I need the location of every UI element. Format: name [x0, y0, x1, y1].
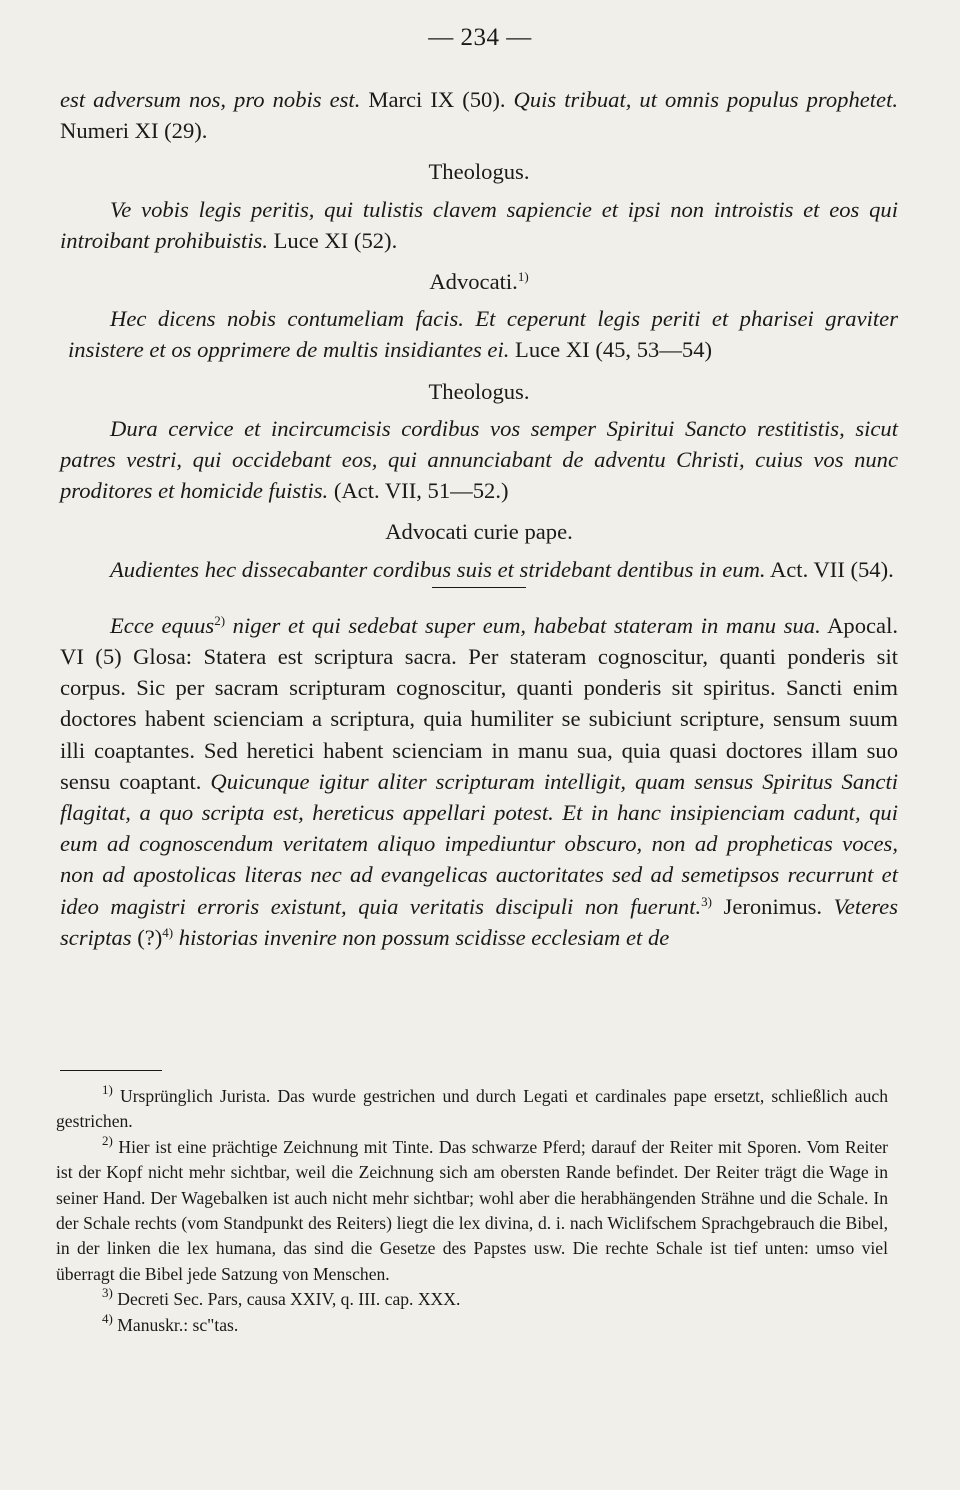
speaker-heading-theologus: Theologus. — [428, 159, 530, 185]
footnote-ref-3: 3) — [701, 893, 712, 909]
latin-quote: Quicunque igitur aliter scripturam intelligit, quam sensus Spiritus Sancti flagitat, a quo scripta est, hereticus appellari potest. Et in hanc insipienciam cadunt, qui eum ad cognoscendum veritatem aliquo impediuntur obscuro, non ad propheticas voces, non ad apostolicas literas nec ad evangelicas auctoritates sed ad semetipsos recurrunt et ideo magistri erroris existunt, quia veritatis discipuli non fuerunt. — [60, 768, 898, 919]
paragraph-apocalypse — [60, 610, 898, 953]
latin-quote: Ve vobis legis peritis, qui tulistis clavem sapiencie et ipsi non introistis et eos qui introibant prohibuistis. — [60, 196, 898, 253]
footnote-2: $^{2)}$ Hier ist eine prächtige Zeichnung mit Tinte. Das schwarze Pferd; darauf der Reiter mit Sporen. Vom Reiter ist der Kopf nicht mehr sichtbar, weil die Zeichnung sich am obersten Rande befindet. Der Reiter trägt die Wage in seiner Hand. Der Wagebalken ist auch nicht mehr sichtbar; wohl aber die herabhängenden Strähne und die Schale. In der Schale rechts (vom Standpunkt des Reiters) liegt die lex divina, d. i. nach Wiclifschem Sprachgebrauch die Bibel, in der linken die lex humana, das sind die Gesetze des Papstes usw. Die rechte Schale ist tief unten: umso viel überragt die Bibel jede Satzung von Menschen. — [56, 1132, 888, 1284]
citation: Marci IX (50). — [360, 87, 514, 112]
paragraph-marcus-numeri — [60, 84, 898, 146]
citation: Act. VII (54). — [765, 556, 894, 582]
footnote-ref-1: 1) — [517, 269, 529, 285]
latin-quote: historias invenire non possum scidisse ecclesiam et de — [173, 924, 670, 950]
footnote-mark: 2) — [102, 1132, 113, 1148]
citation: Jeronimus. — [712, 893, 834, 919]
latin-quote: Quis tribuat, ut omnis populus prophetet. — [513, 87, 898, 112]
citation: (Act. VII, 51—52.) — [328, 478, 509, 504]
latin-quote: est adversum nos, pro nobis est. — [60, 87, 361, 112]
citation: Luce XI (52). — [267, 227, 398, 253]
paragraph-luce-45 — [60, 303, 898, 365]
section-divider — [432, 587, 526, 588]
latin-quote: niger et qui sedebat super eum, habebat stateram in manu sua. — [225, 612, 821, 638]
gloss-text: Apocal. VI (5) Glosa: Statera est scriptura sacra. Per stateram cognoscitur, quanti ponderis sit corpus. Sic per sacram scripturam cognoscitur, quanti ponderis sit spiritus. Sancti enim doctores habent scienciam a scriptura, quia humiliter se subiciunt scripture, sensum suum illi coaptantes. Sed heretici habent scienciam in manu sua, quia quasi doctores illam suo sensu coaptant. — [60, 612, 898, 794]
page-number-header: — 234 — — [428, 24, 532, 51]
latin-quote: Hec dicens nobis contumeliam facis. Et ceperunt legis periti et pharisei graviter insistere et os opprimere de multis insidiantes ei. — [68, 306, 898, 363]
speaker-heading-advocati-curie: Advocati curie pape. — [385, 519, 573, 545]
main-text — [60, 84, 898, 953]
latin-quote: Ecce equus — [110, 612, 215, 638]
footnote-mark: 3) — [102, 1285, 113, 1301]
footnote-mark: 4) — [102, 1310, 113, 1326]
footnotes — [56, 1084, 888, 1338]
citation: Luce XI (45, 53—54) — [509, 337, 713, 363]
footnote-rule — [60, 1070, 162, 1071]
paragraph-acts-54 — [60, 554, 898, 585]
footnote-ref-4: 4) — [162, 924, 174, 940]
latin-quote: Veteres scriptas — [60, 893, 898, 950]
footnote-4: $^{4)}$ Manuskr.: sc"tas. — [102, 1310, 239, 1335]
paragraph-luce-52 — [60, 194, 898, 256]
footnote-mark: 1) — [102, 1082, 113, 1097]
speaker-heading-theologus: Theologus. — [428, 378, 530, 404]
latin-quote: Dura cervice et incircumcisis cordibus vos semper Spiritui Sancto restitistis, sicut patres vestri, qui occidebant eos, qui annunciabant de adventu Christi, cuius vos nunc proditores et homicide fuistis. — [60, 415, 898, 504]
footnote-1: $^{1)}$ Ursprünglich Jurista. Das wurde gestrichen und durch Legati et cardinales pape ersetzt, schließlich auch gestrichen. — [56, 1082, 888, 1132]
latin-quote: Audientes hec dissecabanter cordibus suis et stridebant dentibus in eum. — [110, 556, 766, 582]
footnote-3: $^{3)}$ Decreti Sec. Pars, causa XXIV, q. III. cap. XXX. — [102, 1285, 461, 1310]
footnote-ref-2: 2) — [214, 612, 226, 628]
citation: Numeri XI (29). — [60, 118, 208, 144]
speaker-heading-advocati: Advocati.$^{1)}$ — [429, 269, 529, 295]
query-mark: (?) — [131, 924, 163, 950]
paragraph-acts-51 — [60, 413, 898, 507]
